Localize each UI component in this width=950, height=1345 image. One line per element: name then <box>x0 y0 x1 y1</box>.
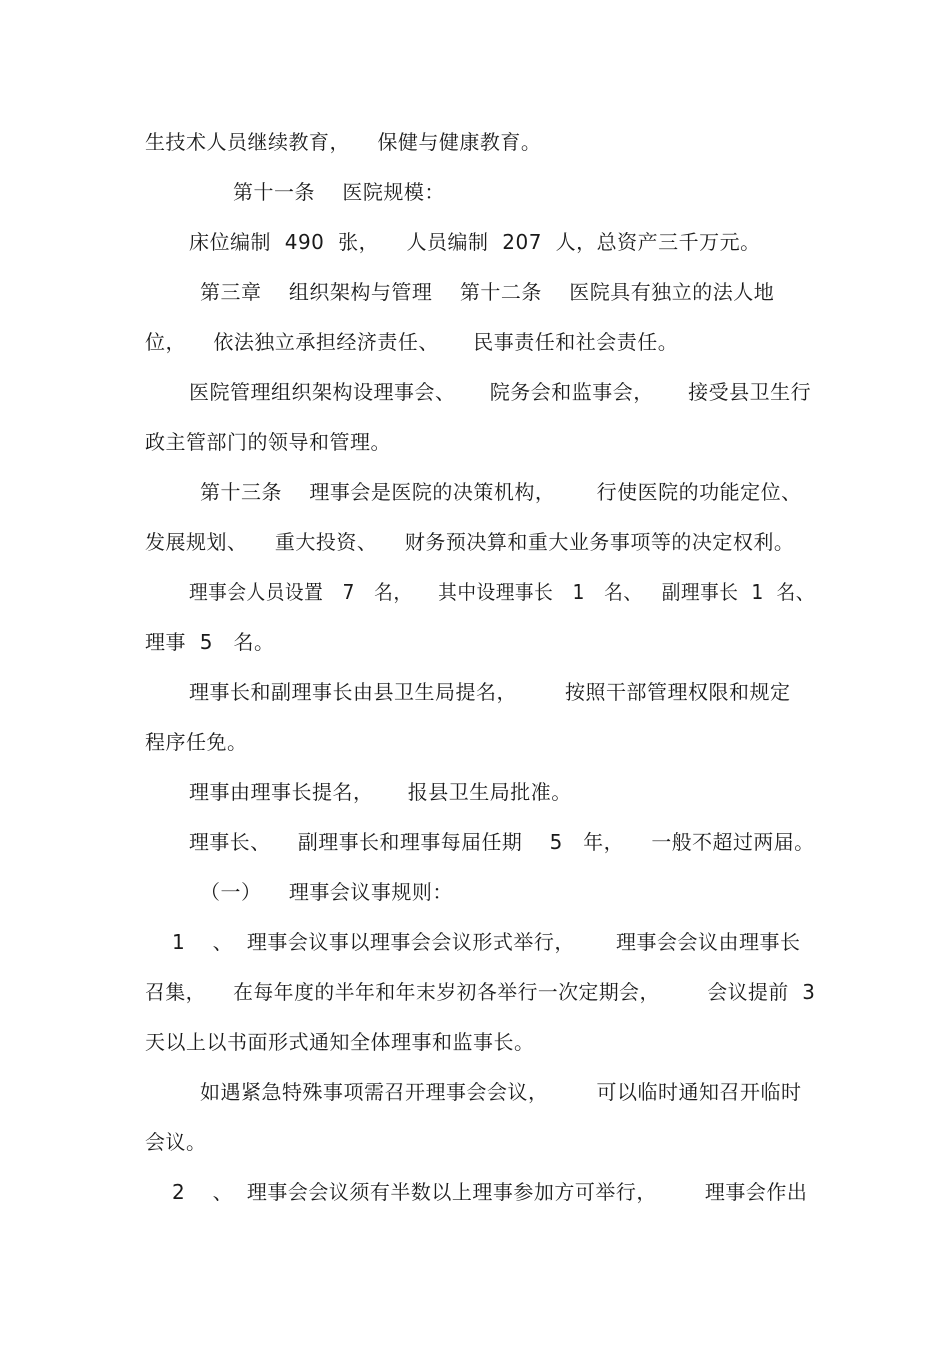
text-line-18: 召集， 在每年度的半年和年末岁初各举行一次定期会， 会议提前 3 <box>145 980 816 1004</box>
text-line-2: 第十一条 医院规模： <box>233 180 445 204</box>
text-line-12: 理事长和副理事长由县卫生局提名， 按照干部管理权限和规定 <box>189 680 791 704</box>
text-line-10: 理事会人员设置 7 名， 其中设理事长 1 名、 副理事长 1 名、 <box>189 580 815 604</box>
text-line-1: 生技术人员继续教育， 保健与健康教育。 <box>145 130 542 154</box>
text-line-6: 医院管理组织架构设理事会、 院务会和监事会， 接受县卫生行 <box>189 380 812 404</box>
text-line-9: 发展规划、 重大投资、 财务预决算和重大业务事项等的决定权利。 <box>145 530 795 554</box>
text-line-11: 理事 5 名。 <box>145 630 275 654</box>
text-line-17: 1 、 理事会议事以理事会会议形式举行， 理事会会议由理事长 <box>172 930 801 954</box>
text-line-14: 理事由理事长提名， 报县卫生局批准。 <box>189 780 572 804</box>
text-line-16: （一） 理事会议事规则： <box>200 880 453 904</box>
text-line-13: 程序任免。 <box>145 730 248 754</box>
text-line-4: 第三章 组织架构与管理 第十二条 医院具有独立的法人地 <box>200 280 775 304</box>
text-line-5: 位， 依法独立承担经济责任、 民事责任和社会责任。 <box>145 330 679 354</box>
text-line-22: 2 、 理事会会议须有半数以上理事参加方可举行， 理事会作出 <box>172 1180 808 1204</box>
text-line-20: 如遇紧急特殊事项需召开理事会会议， 可以临时通知召开临时 <box>200 1080 802 1104</box>
text-line-15: 理事长、 副理事长和理事每届任期 5 年， 一般不超过两届。 <box>189 830 815 854</box>
text-line-7: 政主管部门的领导和管理。 <box>145 430 391 454</box>
text-line-21: 会议。 <box>145 1130 207 1154</box>
text-line-19: 天以上以书面形式通知全体理事和监事长。 <box>145 1030 535 1054</box>
text-line-3: 床位编制 490 张， 人员编制 207 人，总资产三千万元。 <box>189 230 761 254</box>
text-line-8: 第十三条 理事会是医院的决策机构， 行使医院的功能定位、 <box>200 480 802 504</box>
